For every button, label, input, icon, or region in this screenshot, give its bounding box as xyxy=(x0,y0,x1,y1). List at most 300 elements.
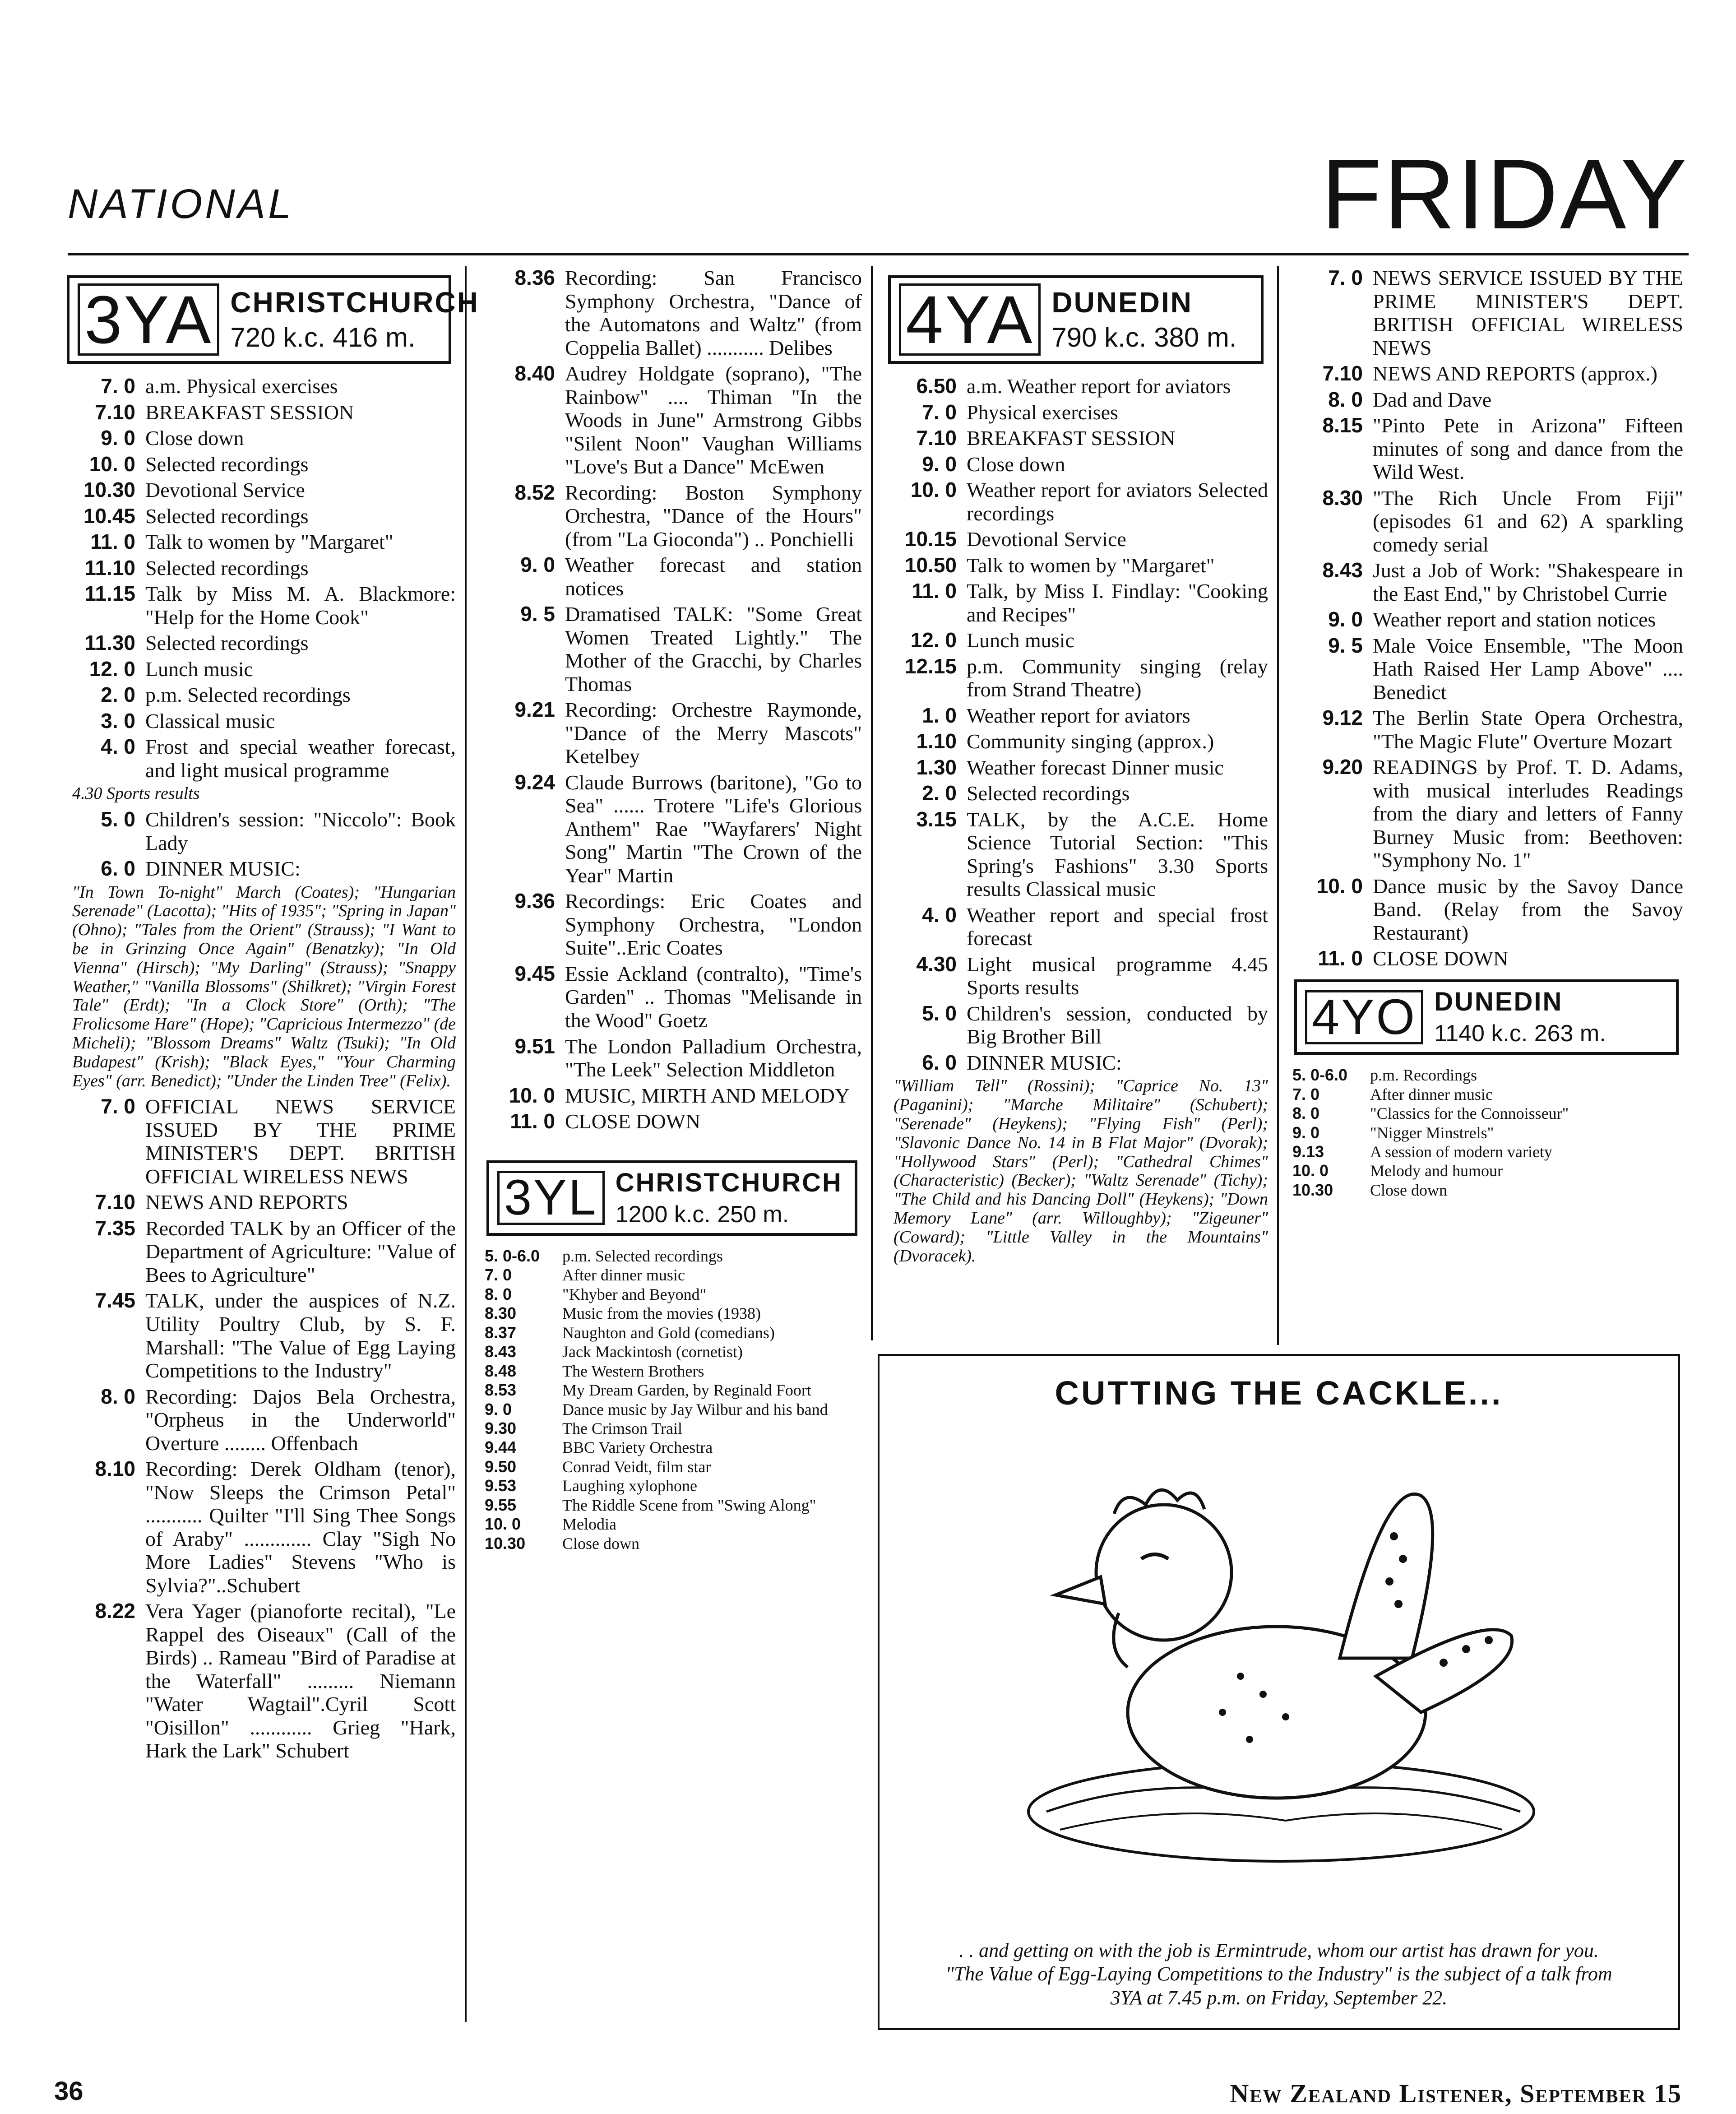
programme-description: Talk to women by "Margaret" xyxy=(145,530,393,554)
time-label: 1.10 xyxy=(916,729,957,753)
time-label: 11. 0 xyxy=(1318,946,1363,970)
schedule-row xyxy=(1286,634,1683,704)
time-label: 11.30 xyxy=(84,631,135,655)
schedule-row xyxy=(59,582,456,629)
station-badge-3ya xyxy=(67,275,479,364)
schedule-row xyxy=(59,505,456,528)
time-label: 9.50 xyxy=(485,1457,517,1476)
time-label: 9. 0 xyxy=(520,553,555,577)
station-callsign: 4YA xyxy=(899,283,1041,356)
programme-description: Frost and special weather forecast, and light musical programme xyxy=(145,735,456,782)
day-title: FRIDAY xyxy=(1321,139,1689,250)
time-label: 7. 0 xyxy=(1292,1085,1320,1103)
programme-description: Lunch music xyxy=(967,629,1074,652)
schedule-row-small xyxy=(478,1438,862,1457)
programme-description: Male Voice Ensemble, "The Moon Hath Raised Her Lamp Above" .... Benedict xyxy=(1373,634,1683,704)
programme-description: After dinner music xyxy=(1370,1085,1493,1103)
schedule-row xyxy=(880,730,1268,753)
programme-description: Audrey Holdgate (soprano), "The Rainbow" .... Thiman "In the Woods in June" Armstrong Gibbs "Silent Noon" Vaughan Williams "Love's But a Dance" McEwen xyxy=(565,362,862,478)
schedule-row xyxy=(59,1095,456,1188)
programme-description: Lunch music xyxy=(145,657,253,681)
schedule-row-small xyxy=(478,1400,862,1419)
station-badge-4yo xyxy=(1294,979,1679,1055)
programme-description: Conrad Veidt, film star xyxy=(562,1457,711,1476)
schedule-row-small xyxy=(478,1381,862,1400)
programme-description: DINNER MUSIC: xyxy=(967,1051,1122,1074)
schedule-row-small xyxy=(478,1266,862,1284)
programme-description: Community singing (approx.) xyxy=(967,730,1214,753)
schedule-row xyxy=(478,553,862,600)
time-label: 9. 5 xyxy=(1328,633,1363,657)
programme-description: CLOSE DOWN xyxy=(565,1110,701,1133)
programme-description: Close down xyxy=(1370,1181,1447,1199)
time-label: 10. 0 xyxy=(1316,874,1363,898)
time-label: 10. 0 xyxy=(89,452,135,476)
schedule-row-small xyxy=(1286,1085,1683,1104)
programme-description: Talk to women by "Margaret" xyxy=(967,553,1215,577)
programme-description: The Riddle Scene from "Swing Along" xyxy=(562,1496,816,1514)
schedule-row-small xyxy=(1286,1142,1683,1161)
time-label: 9.21 xyxy=(514,698,555,722)
time-label: 10.30 xyxy=(83,478,135,502)
time-label: 4.30 xyxy=(916,952,957,976)
schedule-row xyxy=(59,709,456,733)
time-label: 10.45 xyxy=(83,504,135,528)
time-label: 8.30 xyxy=(485,1304,517,1323)
time-label: 5. 0 xyxy=(922,1001,957,1025)
schedule-row xyxy=(1286,388,1683,412)
time-label: 8.37 xyxy=(485,1323,517,1342)
schedule-row xyxy=(1286,559,1683,605)
programme-description: Physical exercises xyxy=(967,400,1118,424)
time-label: 8.43 xyxy=(485,1342,517,1361)
programme-description: "Nigger Minstrels" xyxy=(1370,1123,1494,1142)
schedule-row xyxy=(478,1084,862,1108)
schedule-row xyxy=(880,375,1268,398)
programme-description: Selected recordings xyxy=(145,452,309,476)
station-city: CHRISTCHURCH xyxy=(615,1168,843,1197)
station-frequency: 1200 k.c. 250 m. xyxy=(615,1201,789,1228)
time-label: 8.53 xyxy=(485,1381,517,1400)
schedule-row xyxy=(478,266,862,359)
programme-description: Recording: Dajos Bela Orchestra, "Orpheus in the Underworld" Overture ........ Offenbach xyxy=(145,1385,456,1455)
time-label: 7.45 xyxy=(95,1289,135,1312)
station-badge-3yl xyxy=(486,1160,857,1236)
schedule-row xyxy=(478,771,862,887)
programme-description: p.m. Recordings xyxy=(1370,1066,1477,1085)
programme-description: p.m. Selected recordings xyxy=(145,683,351,707)
programme-description: Recorded TALK by an Officer of the Department of Agriculture: "Value of Bees to Agriculture" xyxy=(145,1216,456,1286)
programme-description: "Khyber and Beyond" xyxy=(562,1285,707,1303)
programme-description: CLOSE DOWN xyxy=(1373,947,1509,970)
schedule-row-small xyxy=(1286,1104,1683,1123)
programme-description: Weather report for aviators xyxy=(967,704,1190,727)
section-label: NATIONAL xyxy=(68,181,294,227)
schedule-row-small xyxy=(1286,1123,1683,1142)
schedule-row xyxy=(59,401,456,424)
programme-description: The Western Brothers xyxy=(562,1362,704,1380)
time-label: 8. 0 xyxy=(485,1284,512,1303)
time-label: 12.15 xyxy=(904,654,957,678)
programme-description: Recordings: Eric Coates and Symphony Orchestra, "London Suite"..Eric Coates xyxy=(565,890,862,960)
programme-description: TALK, under the auspices of N.Z. Utility Poultry Club, by S. F. Marshall: "The Value of Egg Laying Competitions to the Industry" xyxy=(145,1289,456,1382)
schedule-row-small xyxy=(478,1285,862,1304)
station-city: CHRISTCHURCH xyxy=(230,286,479,319)
programme-description: Selected recordings xyxy=(145,556,309,579)
schedule-row xyxy=(59,1289,456,1382)
programme-description: Close down xyxy=(145,427,244,450)
schedule-row-small xyxy=(478,1247,862,1266)
time-label: 11.10 xyxy=(84,556,135,579)
time-label: 11. 0 xyxy=(510,1109,555,1133)
column-3ya-cont xyxy=(478,266,862,1553)
schedule-row xyxy=(1286,756,1683,872)
schedule-row xyxy=(59,631,456,655)
cartoon-caption: . . and getting on with the job is Ermintrude, whom our artist has drawn for you. "The Value of Egg-Laying Competitions to the Industry" is the subject of a talk from 3YA at 7.45 p.m. on Friday, September 22. xyxy=(945,1939,1612,2009)
time-label: 7. 0 xyxy=(101,374,135,398)
time-label: 7.10 xyxy=(95,400,135,424)
time-label: 9. 0 xyxy=(1328,607,1363,631)
column-4ya-cont xyxy=(1286,266,1683,1200)
page-number: 36 xyxy=(54,2077,83,2106)
programme-description: My Dream Garden, by Reginald Foort xyxy=(562,1381,811,1400)
column-divider xyxy=(871,266,873,1340)
schedule-row-small xyxy=(478,1534,862,1553)
programme-description: Devotional Service xyxy=(967,528,1126,551)
station-frequency: 720 k.c. 416 m. xyxy=(230,322,416,353)
programme-description: "The Rich Uncle From Fiji" (episodes 61 and 62) A sparkling comedy serial xyxy=(1373,486,1683,556)
schedule-row xyxy=(59,375,456,398)
schedule-row xyxy=(1286,706,1683,753)
schedule-row xyxy=(478,962,862,1032)
schedule-row xyxy=(1286,266,1683,359)
schedule-row xyxy=(1286,487,1683,556)
programme-description: Recording: Orchestre Raymonde, "Dance of the Merry Mascots" Ketelbey xyxy=(565,698,862,768)
time-label: 8.36 xyxy=(514,266,555,289)
schedule-row xyxy=(478,698,862,768)
programme-description: Just a Job of Work: "Shakespeare in the East End," by Christobel Currie xyxy=(1373,559,1683,605)
schedule-row-small xyxy=(478,1362,862,1381)
time-label: 7.10 xyxy=(1322,362,1363,385)
programme-description: "Classics for the Connoisseur" xyxy=(1370,1104,1569,1123)
programme-description: Recording: Derek Oldham (tenor), "Now Sleeps the Crimson Petal" ........... Quilter "I'll Sing Thee Songs of Araby" ............. Clay "Sigh No More Ladies" Stevens "Who is Sylvia?"..Schubert xyxy=(145,1457,456,1597)
schedule-row-small xyxy=(1286,1066,1683,1085)
time-label: 9.53 xyxy=(485,1476,517,1495)
schedule-row xyxy=(59,556,456,580)
programme-description: Selected recordings xyxy=(145,631,309,655)
time-label: 7. 0 xyxy=(485,1266,512,1284)
time-label: 5. 0 xyxy=(101,807,135,831)
schedule-row xyxy=(880,1051,1268,1075)
programme-description: The Berlin State Opera Orchestra, "The Magic Flute" Overture Mozart xyxy=(1373,706,1683,753)
programme-description: Recording: San Francisco Symphony Orchestra, "Dance of the Automatons and Waltz" (from Coppelia Ballet) ........... Delibes xyxy=(565,266,862,359)
schedule-row xyxy=(59,1217,456,1287)
programme-description: READINGS by Prof. T. D. Adams, with musical interludes Readings from the diary and letters of Fanny Burney Music from: Beethoven: "Symphony No. 1" xyxy=(1373,756,1683,872)
time-label: 9. 5 xyxy=(520,602,555,626)
schedule-row-small xyxy=(478,1515,862,1534)
schedule-row xyxy=(478,481,862,551)
time-label: 8.40 xyxy=(514,362,555,385)
time-label: 7.35 xyxy=(95,1216,135,1240)
schedule-row xyxy=(880,904,1268,950)
programme-description: Dad and Dave xyxy=(1373,388,1492,411)
schedule-row xyxy=(880,782,1268,805)
programme-description: Laughing xylophone xyxy=(562,1477,697,1495)
time-label: 5. 0-6.0 xyxy=(1292,1066,1348,1085)
time-label: 8.52 xyxy=(514,480,555,504)
programme-description: DINNER MUSIC: xyxy=(145,857,301,881)
station-badge-4ya xyxy=(888,275,1264,364)
programme-description: Melody and humour xyxy=(1370,1162,1503,1180)
time-label: 9.45 xyxy=(514,961,555,985)
time-label: 11. 0 xyxy=(90,530,135,554)
schedule-row xyxy=(880,1002,1268,1048)
schedule-row xyxy=(59,808,456,854)
hen-illustration xyxy=(970,1423,1588,1875)
schedule-row xyxy=(880,655,1268,701)
time-label: 7.10 xyxy=(95,1190,135,1214)
schedule-row xyxy=(59,1599,456,1762)
schedule-row xyxy=(880,953,1268,999)
time-label: 9.13 xyxy=(1292,1142,1324,1161)
schedule-row xyxy=(478,1110,862,1133)
programme-description: Children's session, conducted by Big Brother Bill xyxy=(967,1001,1268,1048)
schedule-row xyxy=(880,528,1268,551)
programme-description: Weather forecast Dinner music xyxy=(967,756,1224,779)
time-label: 3.15 xyxy=(916,807,957,831)
schedule-row xyxy=(880,427,1268,450)
programme-description: Jack Mackintosh (cornetist) xyxy=(562,1343,743,1361)
programme-description: Weather report and station notices xyxy=(1373,608,1656,631)
programme-description: A session of modern variety xyxy=(1370,1143,1552,1161)
schedule-row xyxy=(59,658,456,681)
programme-description: Close down xyxy=(967,452,1065,476)
time-label: 6.50 xyxy=(916,374,957,398)
schedule-row xyxy=(478,362,862,478)
programme-description: Weather report for aviators Selected recordings xyxy=(967,478,1268,525)
schedule-row xyxy=(1286,875,1683,945)
schedule-row xyxy=(59,427,456,450)
schedule-row xyxy=(59,478,456,502)
programme-description: Close down xyxy=(562,1534,639,1553)
time-label: 9.51 xyxy=(514,1034,555,1058)
time-label: 8.10 xyxy=(95,1457,135,1481)
programme-description: After dinner music xyxy=(562,1266,685,1284)
time-label: 7. 0 xyxy=(1328,266,1363,289)
time-label: 10. 0 xyxy=(910,478,957,502)
programme-description: Recording: Boston Symphony Orchestra, "Dance of the Hours" (from "La Gioconda") .. Ponchielli xyxy=(565,481,862,551)
programme-description: a.m. Physical exercises xyxy=(145,375,338,398)
time-label: 9.20 xyxy=(1322,755,1363,779)
time-label: 10.50 xyxy=(904,553,957,577)
schedule-row xyxy=(880,808,1268,901)
schedule-row xyxy=(1286,947,1683,970)
programme-description: NEWS AND REPORTS xyxy=(145,1191,348,1214)
time-label: 6. 0 xyxy=(922,1050,957,1074)
programme-description: The Crimson Trail xyxy=(562,1419,683,1437)
schedule-row xyxy=(478,603,862,695)
station-callsign: 3YA xyxy=(78,283,219,356)
programme-description: Weather forecast and station notices xyxy=(565,553,862,600)
schedule-row-small xyxy=(478,1496,862,1515)
cartoon-title: CUTTING THE CACKLE... xyxy=(1055,1374,1503,1412)
programme-description: Selected recordings xyxy=(145,504,309,528)
sub-note: 4.30 Sports results xyxy=(72,784,200,803)
station-city: DUNEDIN xyxy=(1051,286,1193,319)
time-label: 10. 0 xyxy=(1292,1161,1329,1180)
time-label: 2. 0 xyxy=(922,781,957,805)
station-callsign: 4YO xyxy=(1305,990,1423,1044)
schedule-row-small xyxy=(478,1304,862,1323)
programme-description: Talk, by Miss I. Findlay: "Cooking and Recipes" xyxy=(967,579,1268,626)
time-label: 2. 0 xyxy=(101,683,135,707)
programme-description: "Pinto Pete in Arizona" Fifteen minutes of song and dance from the Wild West. xyxy=(1373,414,1683,484)
time-label: 4. 0 xyxy=(101,735,135,759)
schedule-row xyxy=(59,857,456,881)
time-label: 10. 0 xyxy=(485,1515,521,1534)
programme-description: Essie Ackland (contralto), "Time's Garden" .. Thomas "Melisande in the Wood" Goetz xyxy=(565,962,862,1032)
time-label: 3. 0 xyxy=(101,709,135,732)
time-label: 1. 0 xyxy=(922,703,957,727)
time-label: 9.12 xyxy=(1322,706,1363,730)
programme-description: Devotional Service xyxy=(145,478,305,502)
time-label: 12. 0 xyxy=(89,657,135,681)
schedule-row-small xyxy=(478,1457,862,1476)
schedule-row xyxy=(59,683,456,707)
time-label: 6. 0 xyxy=(101,857,135,881)
time-label: 8.43 xyxy=(1322,558,1363,582)
station-frequency: 1140 k.c. 263 m. xyxy=(1434,1020,1606,1047)
schedule-row xyxy=(880,756,1268,779)
programme-description: Dance music by Jay Wilbur and his band xyxy=(562,1400,828,1419)
time-label: 4. 0 xyxy=(922,903,957,927)
schedule-row xyxy=(880,554,1268,577)
programme-description: Music from the movies (1938) xyxy=(562,1304,761,1323)
programme-description: NEWS AND REPORTS (approx.) xyxy=(1373,362,1657,385)
time-label: 10.15 xyxy=(904,527,957,551)
schedule-row xyxy=(880,704,1268,728)
time-label: 9.30 xyxy=(485,1419,517,1437)
schedule-row xyxy=(59,1385,456,1455)
time-label: 8. 0 xyxy=(101,1384,135,1408)
time-label: 9.55 xyxy=(485,1495,517,1514)
time-label: 8.30 xyxy=(1322,486,1363,510)
time-label: 11.15 xyxy=(84,582,135,606)
programme-description: Light musical programme 4.45 Sports results xyxy=(967,952,1268,999)
time-label: 9. 0 xyxy=(1292,1123,1320,1142)
programme-description: BREAKFAST SESSION xyxy=(967,427,1176,450)
schedule-row xyxy=(880,478,1268,525)
time-label: 9. 0 xyxy=(485,1400,512,1419)
station-callsign: 3YL xyxy=(497,1171,605,1225)
schedule-row xyxy=(59,735,456,782)
schedule-row-small xyxy=(478,1323,862,1342)
programme-description: The London Palladium Orchestra, "The Leek" Selection Middleton xyxy=(565,1034,862,1081)
programme-description: Selected recordings xyxy=(967,782,1130,805)
schedule-row xyxy=(59,1191,456,1214)
programme-description: BREAKFAST SESSION xyxy=(145,400,354,424)
schedule-row xyxy=(880,401,1268,424)
schedule-row xyxy=(1286,608,1683,631)
schedule-row xyxy=(59,530,456,554)
schedule-row-small xyxy=(478,1476,862,1495)
programme-description: Dance music by the Savoy Dance Band. (Relay from the Savoy Restaurant) xyxy=(1373,874,1683,944)
schedule-row xyxy=(880,579,1268,626)
time-label: 9.36 xyxy=(514,889,555,913)
programme-description: Children's session: "Niccolo": Book Lady xyxy=(145,808,456,854)
time-label: 9. 0 xyxy=(101,426,135,450)
time-label: 9.24 xyxy=(514,770,555,794)
time-label: 1.30 xyxy=(916,755,957,779)
column-4ya xyxy=(880,266,1268,1270)
time-label: 7.10 xyxy=(916,426,957,450)
programme-description: TALK, by the A.C.E. Home Science Tutorial Section: "This Spring's Fashions" 3.30 Sports results Classical music xyxy=(967,807,1268,901)
schedule-row xyxy=(880,629,1268,652)
time-label: 8.22 xyxy=(95,1599,135,1623)
schedule-row-small xyxy=(1286,1161,1683,1180)
time-label: 5. 0-6.0 xyxy=(485,1246,540,1265)
column-divider xyxy=(465,266,467,2022)
time-label: 10.30 xyxy=(1292,1180,1333,1199)
time-label: 10.30 xyxy=(485,1534,526,1553)
programme-description: a.m. Weather report for aviators xyxy=(967,375,1231,398)
time-label: 10. 0 xyxy=(509,1083,555,1107)
programme-description: Dramatised TALK: "Some Great Women Treated Lightly." The Mother of the Gracchi, by Charles Thomas xyxy=(565,603,862,695)
time-label: 8.15 xyxy=(1322,413,1363,437)
header-rule xyxy=(68,253,1689,255)
dinner-music-list: "In Town To-night" March (Coates); "Hungarian Serenade" (Lacotta); "Hits of 1935"; "Spring in Japan" (Ohno); "Tales from the Orient" (Strauss); "I Want to be in Grinzing Once Again" (Benatzky); "In Old Vienna" (Hirsch); "My Darling" (Strauss); "Snappy Weather," "Vanilla Blossoms" (Shilkret); "Virgin Forest Tale" (Erdt); "In a Clock Store" (Orth); "The Frolicsome Hare" (Hope); "Capricious Intermezzo" (de Micheli); "Blossom Dreams" Waltz (Tsuki); "In Old Budapest" (Krish); "Black Eyes," "Your Charming Eyes" (arr. Benedict); "Under the Linden Tree" (Felix). xyxy=(72,882,456,1090)
schedule-row xyxy=(1286,414,1683,484)
cartoon-panel xyxy=(878,1354,1680,2030)
programme-description: Talk by Miss M. A. Blackmore: "Help for the Home Cook" xyxy=(145,582,456,629)
schedule-row xyxy=(478,1035,862,1081)
time-label: 8. 0 xyxy=(1292,1104,1320,1123)
programme-description: Claude Burrows (baritone), "Go to Sea" ...... Trotere "Life's Glorious Anthem" Rae "Wayfarers' Night Song" Martin "The Crown of the Year" Martin xyxy=(565,770,862,887)
station-city: DUNEDIN xyxy=(1434,987,1563,1016)
time-label: 8.48 xyxy=(485,1361,517,1380)
time-label: 11. 0 xyxy=(912,579,957,603)
schedule-row-small xyxy=(478,1342,862,1361)
schedule-row xyxy=(478,890,862,960)
programme-description: Vera Yager (pianoforte recital), "Le Rappel des Oiseaux" (Call of the Birds) .. Rameau "Bird of Paradise at the Waterfall" ......... Niemann "Water Wagtail".Cyril Scott "Oisillon" ............ Grieg "Hark, Hark the Lark" Schubert xyxy=(145,1599,456,1762)
schedule-row xyxy=(59,453,456,476)
programme-description: MUSIC, MIRTH AND MELODY xyxy=(565,1084,850,1107)
time-label: 7. 0 xyxy=(101,1094,135,1118)
time-label: 9. 0 xyxy=(922,452,957,476)
time-label: 12. 0 xyxy=(910,628,957,652)
programme-description: BBC Variety Orchestra xyxy=(562,1438,713,1457)
programme-description: Classical music xyxy=(145,709,275,732)
programme-description: Melodia xyxy=(562,1515,616,1534)
column-3ya xyxy=(59,266,479,1765)
programme-description: OFFICIAL NEWS SERVICE ISSUED BY THE PRIME MINISTER'S DEPT. BRITISH OFFICIAL WIRELESS NEWS xyxy=(145,1095,456,1188)
column-divider xyxy=(1277,266,1279,1345)
programme-description: Weather report and special frost forecast xyxy=(967,903,1268,950)
programme-description: p.m. Selected recordings xyxy=(562,1247,723,1265)
programme-description: Naughton and Gold (comedians) xyxy=(562,1323,775,1342)
dinner-music-list: "William Tell" (Rossini); "Caprice No. 13" (Paganini); "Marche Militaire" (Schubert); "Serenade" (Heykens); "Flying Fish" (Perl); "Slavonic Dance No. 14 in B Flat Major" (Dvorak); "Hollywood Stars" (Perl); "Cathedral Chimes" (Characteristic) (Becker); "Waltz Serenade" (Tichy); "The Child and his Dancing Doll" (Heykens); "Down Memory Lane" (arr. Willoughby); "Zigeuner" (Coward); "Little Valley in the Mountains" (Dvoracek). xyxy=(893,1076,1268,1266)
time-label: 8. 0 xyxy=(1328,387,1363,411)
schedule-row xyxy=(880,453,1268,476)
schedule-row-small xyxy=(1286,1181,1683,1200)
schedule-row-small xyxy=(478,1419,862,1438)
station-frequency: 790 k.c. 380 m. xyxy=(1051,322,1237,353)
time-label: 7. 0 xyxy=(922,400,957,424)
programme-description: p.m. Community singing (relay from Strand Theatre) xyxy=(967,654,1268,701)
schedule-row xyxy=(59,1457,456,1597)
programme-description: NEWS SERVICE ISSUED BY THE PRIME MINISTER'S DEPT. BRITISH OFFICIAL WIRELESS NEWS xyxy=(1373,266,1683,359)
time-label: 9.44 xyxy=(485,1438,517,1457)
